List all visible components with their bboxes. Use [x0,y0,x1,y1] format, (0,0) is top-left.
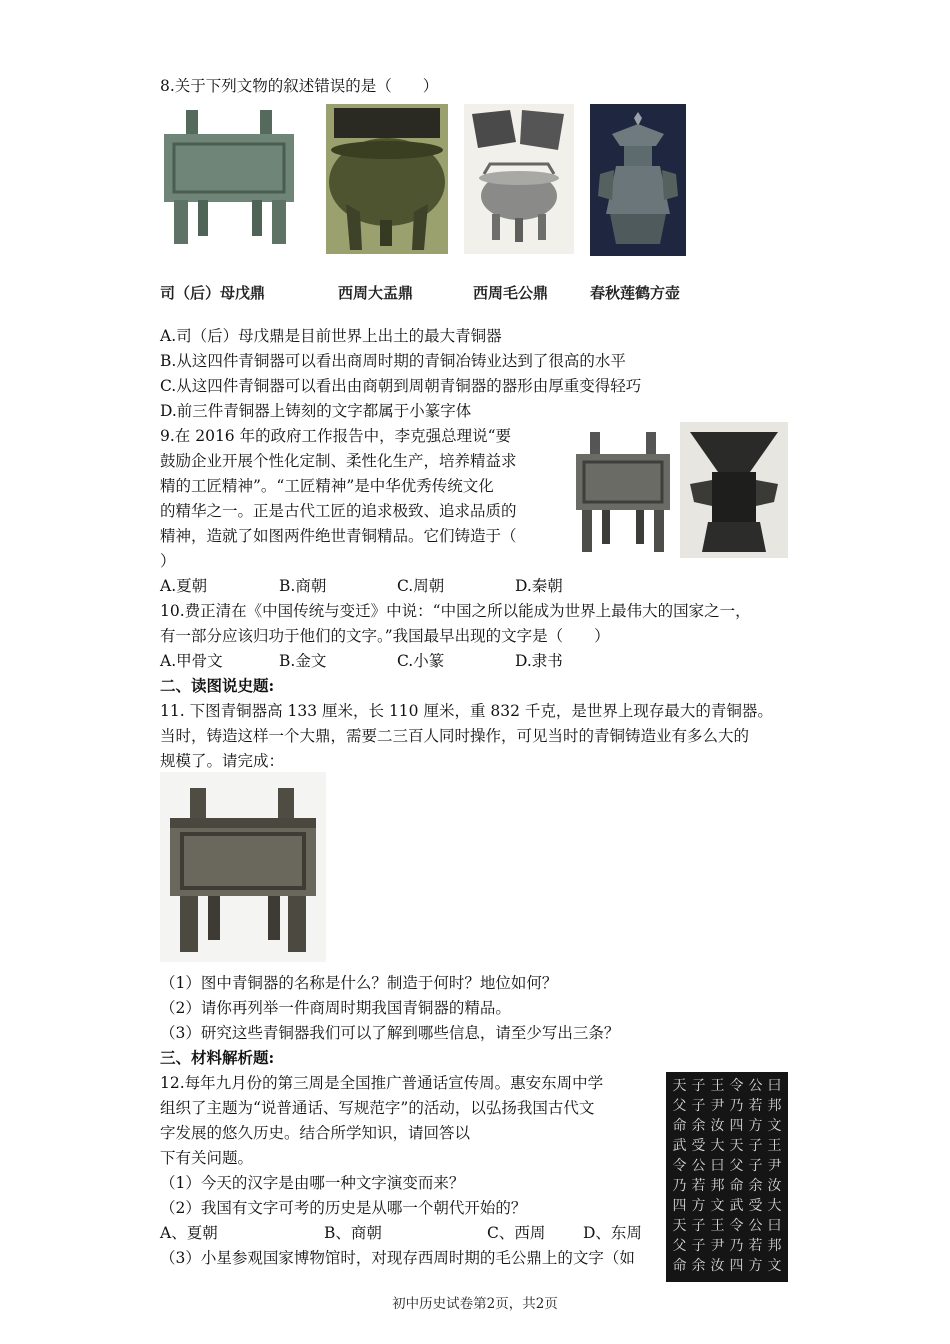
q9-line-3: 精的工匠精神”。“工匠精神”是中华优秀传统文化 [160,477,494,495]
inscription-glyph: 文 [767,1118,782,1134]
inscription-glyph: 武 [672,1138,687,1154]
q12-line-2: 组织了主题为“说普通话、写规范字”的活动，以弘扬我国古代文 [160,1099,595,1117]
q11-line-2: 当时，铸造这样一个大鼎，需要二三百人同时操作，可见当时的青铜铸造业有多么大的 [160,727,750,745]
inscription-glyph: 王 [710,1078,725,1094]
inscription-glyph: 方 [748,1118,763,1134]
q9-option-d: D.秦朝 [515,577,563,595]
inscription-glyph: 文 [767,1258,782,1274]
q9-option-b: B.商朝 [279,577,327,595]
q11-sub-2: （2）请你再列举一件商周时期我国青铜器的精品。 [160,999,511,1017]
inscription-glyph: 子 [691,1218,706,1234]
q9-bronze-ding-image [570,424,676,558]
inscription-glyph: 余 [691,1258,706,1274]
page-footer: 初中历史试卷第2页，共2页 [392,1296,558,1312]
inscription-glyph: 命 [672,1258,687,1274]
q11-line-1: 11. 下图青铜器高 133 厘米，长 110 厘米，重 832 千克，是世界上现存最大的青铜器。 [160,702,773,720]
q9-line-2: 鼓励企业开展个性化定制、柔性化生产，培养精益求 [160,452,517,470]
q10-line-1: 10.费正清在《中国传统与变迁》中说：“中国之所以能成为世界上最伟大的国家之一， [160,602,751,620]
inscription-glyph: 父 [672,1238,687,1254]
inscription-glyph: 天 [672,1218,687,1234]
dayu-ding-image [326,104,448,254]
q12-option-c: C、西周 [487,1224,546,1242]
q9-line-5: 精神，造就了如图两件绝世青铜精品。它们铸造于（ [160,527,517,545]
q10-option-a: A.甲骨文 [160,652,223,670]
maogong-ding-image [464,104,574,254]
inscription-glyph: 尹 [710,1098,725,1114]
q12-sub-1: （1）今天的汉字是由哪一种文字演变而来？ [160,1174,465,1192]
inscription-glyph: 天 [729,1138,744,1154]
q9-line-6: ） [160,552,176,570]
inscription-glyph: 若 [748,1238,763,1254]
inscription-glyph: 若 [748,1098,763,1114]
inscription-glyph: 四 [729,1258,744,1274]
inscription-glyph: 父 [672,1098,687,1114]
inscription-glyph: 汝 [710,1258,725,1274]
inscription-glyph: 若 [691,1178,706,1194]
lotus-crane-hu-image [590,104,686,256]
section-2-title: 二、读图说史题: [160,676,275,695]
q10-option-d: D.隶书 [515,652,563,670]
caption-maogong-ding: 西周毛公鼎 [473,284,549,302]
inscription-glyph: 乃 [729,1098,744,1114]
q12-option-b: B、商朝 [324,1224,382,1242]
inscription-glyph: 余 [691,1118,706,1134]
q11-sub-1: （1）图中青铜器的名称是什么？制造于何时？地位如何？ [160,974,558,992]
inscription-glyph: 受 [691,1138,706,1154]
inscription-glyph: 武 [729,1198,744,1214]
q11-simuwu-ding-image [160,772,326,962]
inscription-glyph: 令 [672,1158,687,1174]
inscription-glyph: 乃 [729,1238,744,1254]
inscription-glyph: 四 [729,1118,744,1134]
q12-line-3: 字发展的悠久历史。结合所学知识，请回答以 [160,1124,471,1142]
caption-dayu-ding: 西周大盂鼎 [338,284,414,302]
q10-line-2: 有一部分应该归功于他们的文字。”我国最早出现的文字是（ ） [160,627,610,645]
q8-option-b: B.从这四件青铜器可以看出商周时期的青铜冶铸业达到了很高的水平 [160,352,626,370]
inscription-glyph: 受 [748,1198,763,1214]
caption-lotus-crane-hu: 春秋莲鹤方壶 [590,284,681,302]
caption-simuwu-ding: 司（后）母戊鼎 [160,284,266,302]
simuwu-ding-image [160,104,300,254]
inscription-glyph: 王 [767,1138,782,1154]
q12-sub-2: （2）我国有文字可考的历史是从哪一个朝代开始的？ [160,1199,527,1217]
inscription-glyph: 父 [729,1158,744,1174]
inscription-glyph: 命 [729,1178,744,1194]
inscription-glyph: 令 [729,1078,744,1094]
inscription-glyph: 汝 [710,1118,725,1134]
inscription-glyph: 天 [672,1078,687,1094]
inscription-glyph: 曰 [710,1158,725,1174]
inscription-glyph: 子 [691,1098,706,1114]
q12-line-1: 12.每年九月份的第三周是全国推广普通话宣传周。惠安东周中学 [160,1074,604,1092]
inscription-glyph: 子 [748,1138,763,1154]
q8-stem: 8.关于下列文物的叙述错误的是（ ） [160,77,439,95]
inscription-glyph: 令 [729,1218,744,1234]
q10-option-b: B.金文 [279,652,327,670]
q12-sub-3: （3）小星参观国家博物馆时，对现存西周时期的毛公鼎上的文字（如 [160,1249,635,1267]
q8-option-c: C.从这四件青铜器可以看出由商朝到周朝青铜器的器形由厚重变得轻巧 [160,377,642,395]
q12-option-a: A、夏朝 [160,1224,218,1242]
q11-sub-3: （3）研究这些青铜器我们可以了解到哪些信息，请至少写出三条？ [160,1024,620,1042]
maogong-ding-inscription-image [666,1072,788,1282]
inscription-glyph: 曰 [767,1078,782,1094]
inscription-glyph: 邦 [710,1178,725,1194]
inscription-glyph: 四 [672,1198,687,1214]
inscription-glyph: 命 [672,1118,687,1134]
section-3-title: 三、材料解析题: [160,1048,275,1067]
inscription-glyph: 大 [767,1198,782,1214]
q12-line-4: 下有关问题。 [160,1149,254,1167]
inscription-glyph: 文 [710,1198,725,1214]
inscription-glyph: 邦 [767,1238,782,1254]
inscription-glyph: 公 [691,1158,706,1174]
q10-option-c: C.小篆 [397,652,445,670]
inscription-glyph: 公 [748,1078,763,1094]
q9-option-c: C.周朝 [397,577,445,595]
inscription-glyph: 尹 [767,1158,782,1174]
inscription-glyph: 余 [748,1178,763,1194]
inscription-glyph: 方 [748,1258,763,1274]
q8-option-a: A.司（后）母戊鼎是目前世界上出土的最大青铜器 [160,327,502,345]
inscription-glyph: 大 [710,1138,725,1154]
q9-bronze-zun-image [680,422,788,558]
q8-option-d: D.前三件青铜器上铸刻的文字都属于小篆字体 [160,402,472,420]
inscription-rubbing [670,1076,784,1278]
q9-line-4: 的精华之一。正是古代工匠的追求极致、追求品质的 [160,502,517,520]
q11-line-3: 规模了。请完成： [160,752,285,770]
q9-option-a: A.夏朝 [160,577,208,595]
inscription-glyph: 子 [691,1078,706,1094]
inscription-glyph: 邦 [767,1098,782,1114]
q12-option-d: D、东周 [583,1224,642,1242]
q9-line-1: 9.在 2016 年的政府工作报告中，李克强总理说“要 [160,427,512,445]
inscription-glyph: 公 [748,1218,763,1234]
inscription-glyph: 尹 [710,1238,725,1254]
inscription-glyph: 子 [691,1238,706,1254]
inscription-glyph: 王 [710,1218,725,1234]
inscription-glyph: 乃 [672,1178,687,1194]
inscription-glyph: 曰 [767,1218,782,1234]
inscription-glyph: 子 [748,1158,763,1174]
inscription-glyph: 汝 [767,1178,782,1194]
inscription-glyph: 方 [691,1198,706,1214]
